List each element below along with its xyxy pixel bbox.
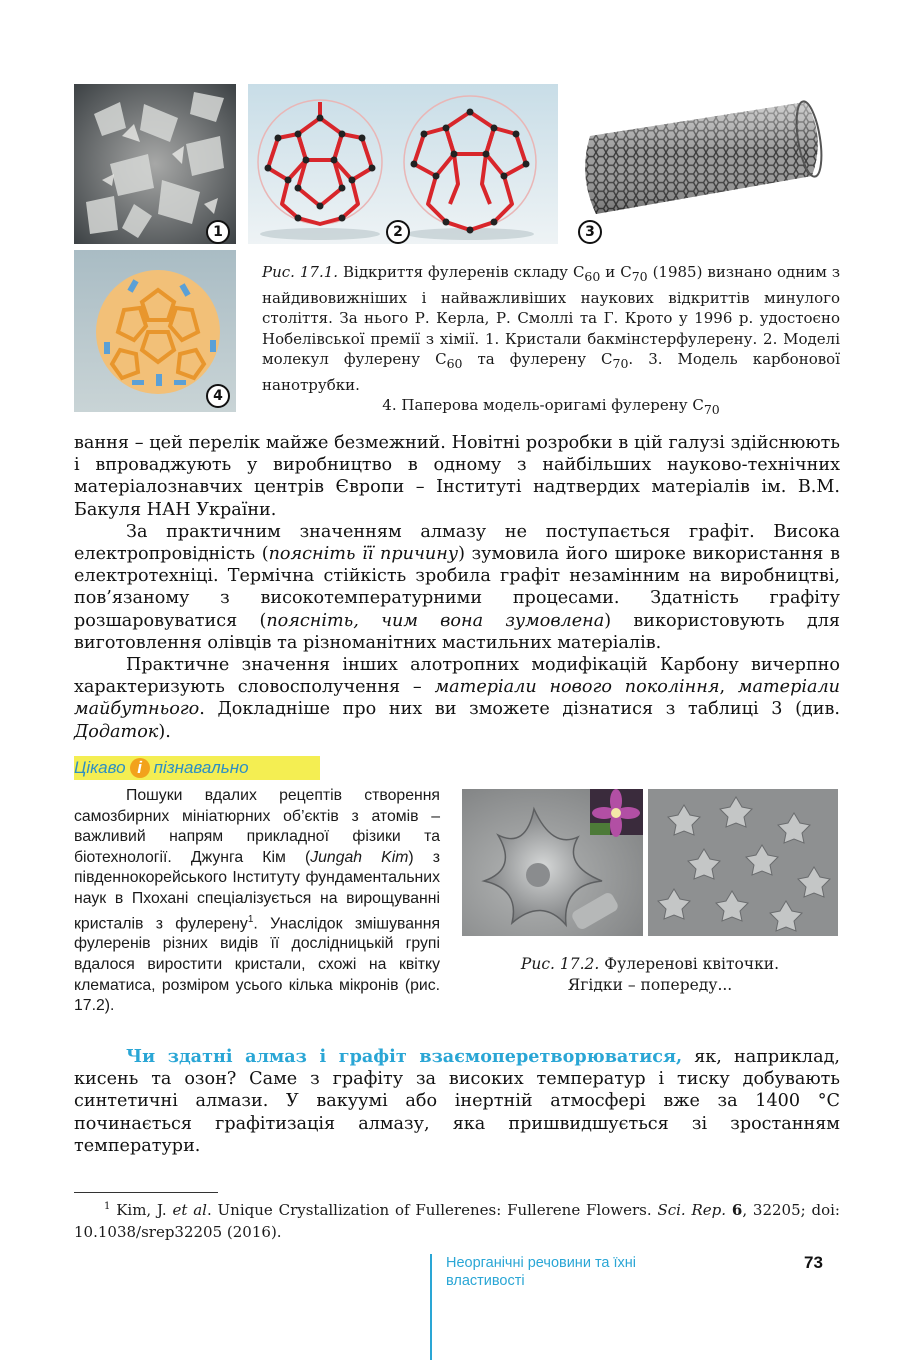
text: , 32205; doi: 10.1038/srep32205 (2016). bbox=[74, 1201, 840, 1241]
italic-text: Додаток bbox=[74, 721, 159, 742]
italic-text: Jungah Kim bbox=[310, 848, 409, 866]
fullerene-flower-sem-image bbox=[462, 789, 643, 936]
caption-label: Рис. 17.2. bbox=[520, 955, 600, 973]
fullerene-models-photo bbox=[248, 84, 558, 244]
footnote-number: 1 bbox=[104, 1201, 111, 1212]
question-paragraph bbox=[74, 1046, 840, 1157]
text: . Докладніше про них ви зможете дізнатися з таблиці 3 (див. bbox=[199, 699, 840, 720]
figure-17-2-caption bbox=[462, 954, 838, 996]
italic-text: et al bbox=[172, 1201, 207, 1219]
paragraph-1: вання – цей перелік майже безмежний. Новітні розробки в цій галузі здійснюють і впроваджують у виробництво в одному з найбільших науково-технічних матеріалознавчих центрів Європи – Інституті надтвердих матеріалів ім. В.М. Бакуля НАН України. bbox=[74, 433, 840, 520]
footnote-divider bbox=[74, 1192, 218, 1193]
caption-text: та фулерену С bbox=[462, 350, 613, 368]
heading-word: пізнавально bbox=[153, 758, 249, 777]
info-icon: і bbox=[130, 758, 150, 778]
caption-subscript: 70 bbox=[612, 356, 629, 371]
marker-3-icon: 3 bbox=[578, 220, 602, 244]
text: ) використовують для виготовлення олівців та різноманітних мастильних матеріалів. bbox=[74, 610, 840, 653]
text: Пошуки вдалих рецептів створення самозбирних мініатюрних об’єктів з атомів – важливий напрям прикладної фізики та біотехнології. Джунга Кім ( bbox=[74, 787, 440, 866]
paragraph-4 bbox=[74, 1046, 840, 1157]
fullerene-flowers-cluster-image bbox=[648, 789, 838, 936]
caption-line-4 bbox=[262, 395, 840, 421]
bold-text: 6 bbox=[731, 1201, 743, 1219]
text: Практичне значення інших алотропних модифікацій Карбону вичерпно характеризують словосполучення – bbox=[74, 655, 840, 698]
footnote-ref: 1 bbox=[247, 913, 254, 925]
heading-word: Цікаво bbox=[74, 758, 126, 777]
nanotube-model-image bbox=[576, 96, 832, 220]
caption-label: Рис. 17.1. bbox=[262, 263, 339, 281]
text: ) з південнокорейського Інституту фундаментальних наук в Пхохані спеціалізується на вирощуванні кристалів з фулерену bbox=[74, 848, 441, 932]
text: ). bbox=[158, 721, 171, 742]
page-number: 73 bbox=[804, 1253, 823, 1272]
italic-text: матеріали нового покоління bbox=[434, 677, 720, 698]
text: . Unique Crystallization of Fullerenes: Fullerene Flowers. bbox=[206, 1201, 658, 1219]
interesting-facts-text bbox=[74, 786, 440, 1017]
figure-17-1-caption bbox=[262, 262, 840, 421]
caption-subscript: 70 bbox=[703, 402, 720, 417]
question-highlight: Чи здатні алмаз і графіт взаємоперетворюватися, bbox=[126, 1046, 683, 1067]
section-title: Неорганічні речовини та їхні властивості bbox=[446, 1255, 637, 1289]
caption-text: Фулеренові квіточки. bbox=[599, 955, 780, 973]
text: , bbox=[719, 677, 738, 698]
marker-1-icon: 1 bbox=[206, 220, 230, 244]
caption-subscript: 70 bbox=[631, 269, 648, 284]
paragraph-3 bbox=[74, 654, 840, 743]
caption-text: 4. Паперова модель-оригамі фулерену С bbox=[382, 396, 704, 414]
text: ) зумовила його широке використання в електротехніці. Термічна стійкість зробила графіт незамінним на виробництві, пов’язаному з високотемпературними процесами. Здатність графіту розшаровуватися ( bbox=[74, 544, 840, 631]
caption-text: Відкриття фулеренів складу С bbox=[338, 263, 585, 281]
footnote-text bbox=[74, 1196, 840, 1243]
caption-text: (1985) визнано одним з найдивовижніших і найважливіших наукових відкриттів минулого століття. За нього Р. Керла, Р. Смоллі та Г. Крото у 1996 р. удостоєно Нобелівської премії з хімії. 1. Кристали бакмінстерфулерену. 2. Моделі молекул фулерену С bbox=[262, 263, 841, 368]
caption-text: и С bbox=[600, 263, 632, 281]
italic-text: Sci. Rep. bbox=[657, 1201, 727, 1219]
caption-subscript: 60 bbox=[584, 269, 601, 284]
italic-text: матеріали майбутнього bbox=[74, 677, 840, 720]
text: як, наприклад, кисень та озон? Саме з графіту за високих температур і тиску добувають синтетичні алмази. У вакуумі або інертній атмосфері вже за 1400 °С починається графітизація алмазу, яка пришвидшується зі зростанням температури. bbox=[74, 1047, 840, 1156]
footer-divider bbox=[430, 1254, 432, 1360]
caption-text: . 3. Модель карбонової нанотрубки. bbox=[262, 350, 840, 394]
footnote bbox=[74, 1196, 840, 1243]
italic-text: поясніть, чим вона зумовлена bbox=[266, 610, 605, 631]
text: . Унаслідок змішування фулеренів різних видів її дослідницькій групі вдалося виростити кристали, схожі на квітку клематиса, розміром усього кілька мікронів (рис. 17.2). bbox=[74, 914, 440, 1015]
marker-4-icon: 4 bbox=[206, 384, 230, 408]
facts-paragraph bbox=[74, 786, 440, 1017]
main-text bbox=[74, 432, 840, 743]
fullerene-crystals-photo bbox=[74, 84, 236, 244]
caption-subscript: 60 bbox=[446, 356, 463, 371]
text: За практичним значенням алмазу не поступається графіт. Висока електропровідність ( bbox=[74, 521, 840, 565]
caption-line-1 bbox=[462, 954, 838, 975]
marker-2-icon: 2 bbox=[386, 220, 410, 244]
italic-text: поясніть її причину bbox=[268, 544, 459, 565]
paragraph-2 bbox=[74, 521, 840, 654]
text: Kim, J. bbox=[110, 1201, 173, 1219]
caption-line-2: Ягідки – попереду... bbox=[567, 976, 733, 994]
interesting-facts-heading bbox=[74, 756, 320, 780]
